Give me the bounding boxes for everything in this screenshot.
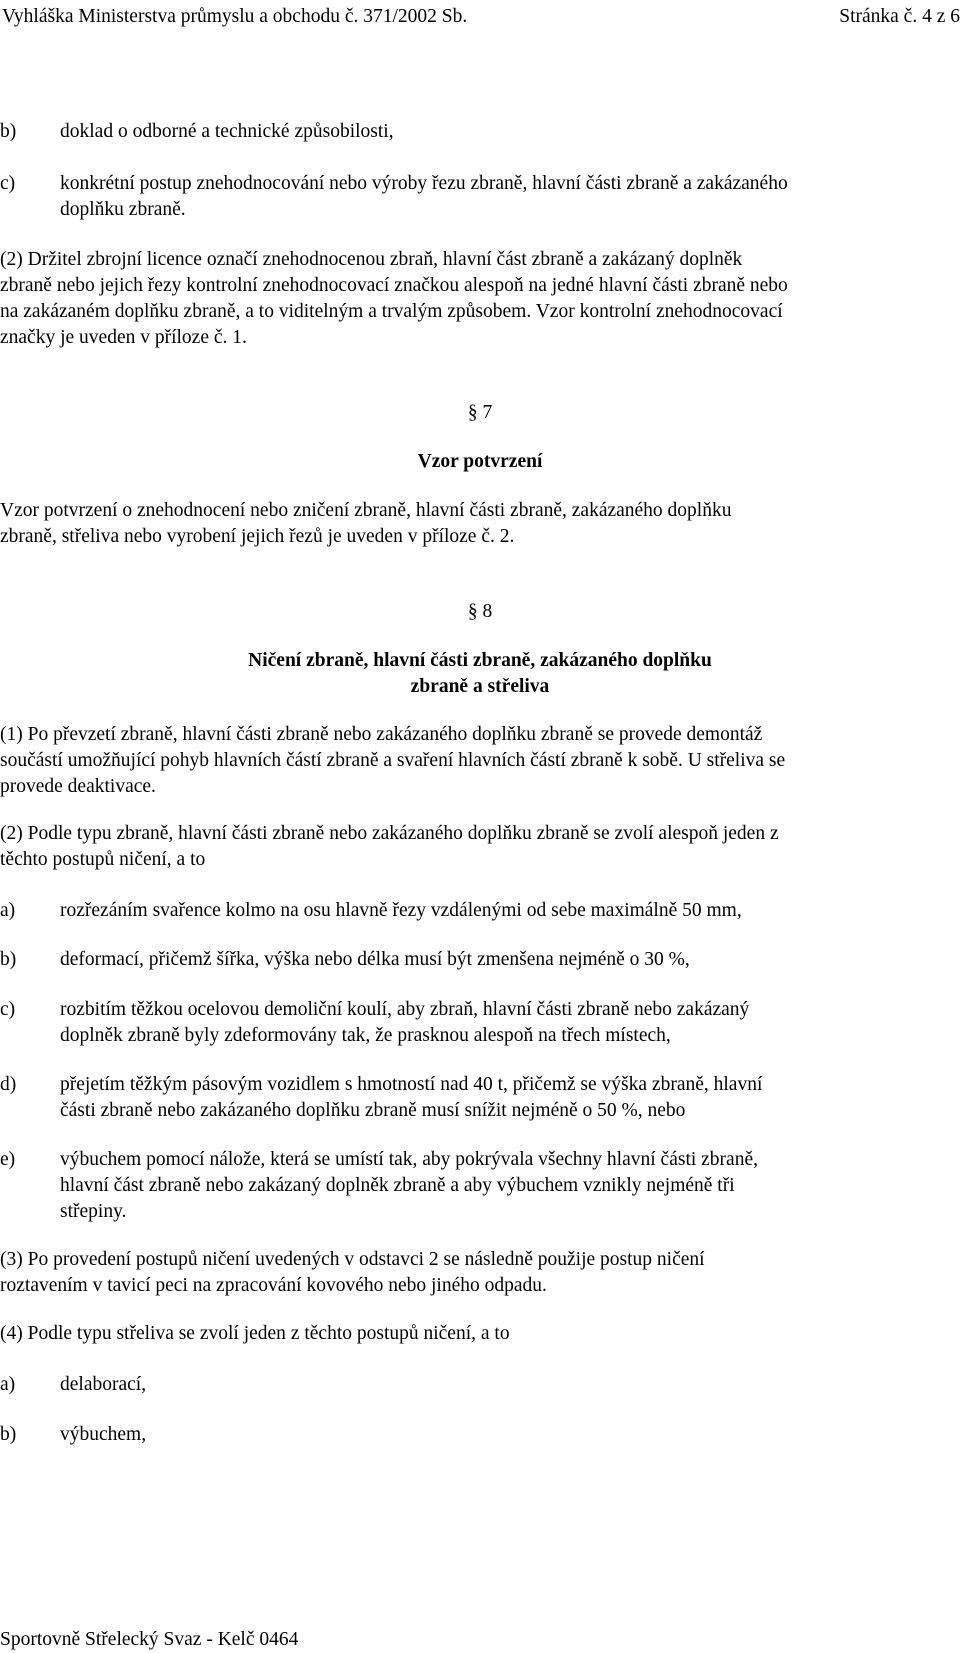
paragraph-line: těchto postupů ničení, a to — [0, 849, 206, 870]
list-item-text: hlavní část zbraně nebo zakázaný doplněk zbraně a aby výbuchem vznikly nejméně tři — [60, 1175, 735, 1196]
list-item-text: přejetím těžkým pásovým vozidlem s hmotností nad 40 t, přičemž se výška zbraně, hlavní — [60, 1074, 763, 1095]
list-item-text: konkrétní postup znehodnocování nebo výroby řezu zbraně, hlavní části zbraně a zakázaného — [60, 173, 788, 194]
paragraph-line: součástí umožňující pohyb hlavních částí zbraně a svaření hlavních částí zbraně k sobě. U střeliva se — [0, 750, 786, 771]
list-item-text: výbuchem pomocí nálože, která se umístí tak, aby pokrývala všechny hlavní části zbraně, — [60, 1149, 758, 1170]
paragraph-line: zbraně, střeliva nebo vyrobení jejich řezů je uveden v příloze č. 2. — [0, 526, 515, 547]
list-item-text: rozřezáním svařence kolmo na osu hlavně řezy vzdálenými od sebe maximálně 50 mm, — [60, 900, 742, 921]
list-item-text: části zbraně nebo zakázaného doplňku zbraně musí snížit nejméně o 50 %, nebo — [60, 1100, 686, 1121]
paragraph-line: (2) Podle typu zbraně, hlavní části zbraně nebo zakázaného doplňku zbraně se zvolí alespoň jeden z — [0, 823, 779, 844]
page-number: Stránka č. 4 z 6 — [839, 6, 960, 27]
list-item-text: rozbitím těžkou ocelovou demoliční koulí, aby zbraň, hlavní části zbraně nebo zakázaný — [60, 999, 750, 1020]
list-item-label: a) — [0, 1374, 16, 1395]
list-item-text: výbuchem, — [60, 1424, 147, 1445]
list-item-text: střepiny. — [60, 1201, 127, 1222]
paragraph-line: (2) Držitel zbrojní licence označí znehodnocenou zbraň, hlavní část zbraně a zakázaný doplněk — [0, 249, 743, 270]
list-item-text: doplněk zbraně byly zdeformovány tak, že prasknou alespoň na třech místech, — [60, 1025, 671, 1046]
paragraph-line: Vzor potvrzení o znehodnocení nebo zničení zbraně, hlavní části zbraně, zakázaného doplňku — [0, 500, 732, 521]
list-item-label: a) — [0, 900, 16, 921]
list-item-text: delaborací, — [60, 1374, 147, 1395]
list-item-label: c) — [0, 999, 16, 1020]
paragraph-line: (1) Po převzetí zbraně, hlavní části zbraně nebo zakázaného doplňku zbraně se provede demontáž — [0, 724, 763, 745]
paragraph-line: na zakázaném doplňku zbraně, a to viditelným a trvalým způsobem. Vzor kontrolní znehodnocovací — [0, 301, 783, 322]
paragraph-line: značky je uveden v příloze č. 1. — [0, 327, 247, 348]
list-item-text: doplňku zbraně. — [60, 199, 186, 220]
list-item-label: d) — [0, 1074, 17, 1095]
section-number: § 8 — [467, 601, 493, 622]
paragraph-line: provede deaktivace. — [0, 776, 156, 797]
section-title: zbraně a střeliva — [410, 676, 550, 697]
list-item-label: b) — [0, 949, 17, 970]
list-item-label: b) — [0, 1424, 17, 1445]
document-title: Vyhláška Ministerstva průmyslu a obchodu č. 371/2002 Sb. — [2, 6, 468, 27]
section-number: § 7 — [467, 402, 493, 423]
section-title: Vzor potvrzení — [417, 451, 543, 472]
page-footer: Sportovně Střelecký Svaz - Kelč 0464 — [0, 1629, 299, 1650]
paragraph-line: zbraně nebo jejich řezy kontrolní znehodnocovací značkou alespoň na jedné hlavní části zbraně nebo — [0, 275, 788, 296]
list-item-label: e) — [0, 1149, 16, 1170]
paragraph-line: (4) Podle typu střeliva se zvolí jeden z těchto postupů ničení, a to — [0, 1323, 510, 1344]
paragraph-line: (3) Po provedení postupů ničení uvedených v odstavci 2 se následně použije postup ničení — [0, 1249, 705, 1270]
list-item-text: deformací, přičemž šířka, výška nebo délka musí být zmenšena nejméně o 30 %, — [60, 949, 690, 970]
list-item-label: c) — [0, 173, 16, 194]
list-item-label: b) — [0, 121, 17, 142]
section-title: Ničení zbraně, hlavní části zbraně, zakázaného doplňku — [248, 650, 712, 671]
paragraph-line: roztavením v tavicí peci na zpracování kovového nebo jiného odpadu. — [0, 1275, 547, 1296]
page-header — [2, 4, 960, 34]
list-item-text: doklad o odborné a technické způsobilosti, — [60, 121, 394, 142]
